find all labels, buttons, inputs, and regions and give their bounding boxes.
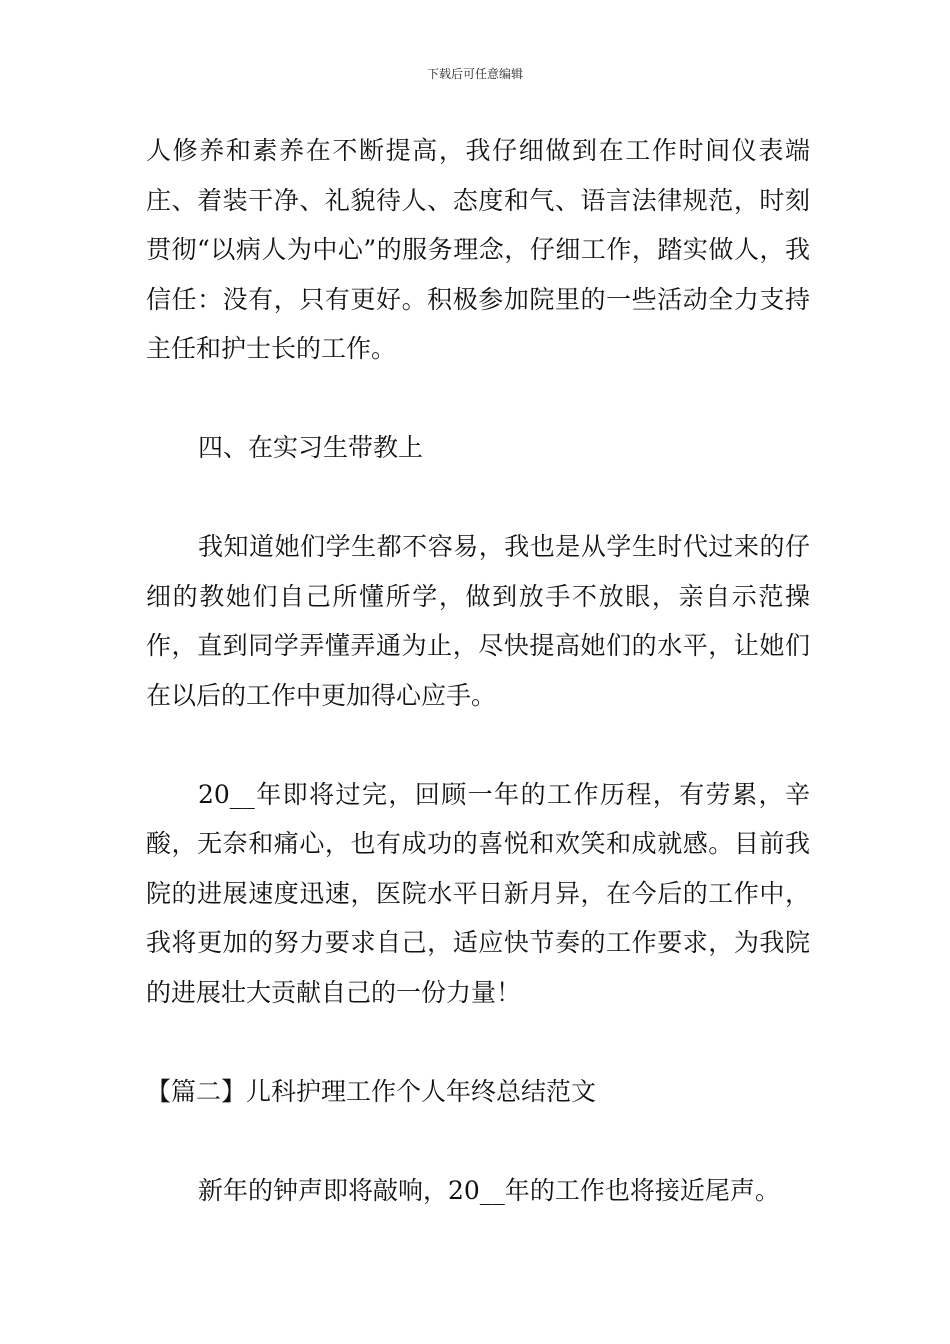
- section-heading-intern-teaching: 四、在实习生带教上: [198, 433, 424, 462]
- article-title-part-two: 【篇二】儿科护理工作个人年终总结范文: [146, 1076, 597, 1106]
- paragraph-conduct: 人修养和素养在不断提高，我仔细做到在工作时间仪表端庄、着装干净、礼貌待人、态度和气、语言法律规范，时刻贯彻“以病人为中心”的服务理念，仔细工作，踏实做人，我信任：没有，只有更好。积极参加院里的一些活动全力支持主任和护士长的工作。: [146, 136, 810, 363]
- page-header: 下载后可任意编辑: [426, 67, 523, 81]
- document-body: [146, 126, 810, 1215]
- paragraph-year-review: 20__年即将过完，回顾一年的工作历程，有劳累，辛酸，无奈和痛心，也有成功的喜悦和欢笑和成就感。目前我院的进展速度迅速，医院水平日新月异，在今后的工作中，我将更加的努力要求自己，适应快节奏的工作要求，为我院的进展壮大贡献自己的一份力量！: [146, 779, 810, 1007]
- paragraph-intern-teaching: 我知道她们学生都不容易，我也是从学生时代过来的仔细的教她们自己所懂所学，做到放手不放眼，亲自示范操作，直到同学弄懂弄通为止，尽快提高她们的水平，让她们在以后的工作中更加得心应手。: [146, 532, 810, 710]
- paragraph-new-year: 新年的钟声即将敲响，20__年的工作也将接近尾声。: [198, 1175, 780, 1205]
